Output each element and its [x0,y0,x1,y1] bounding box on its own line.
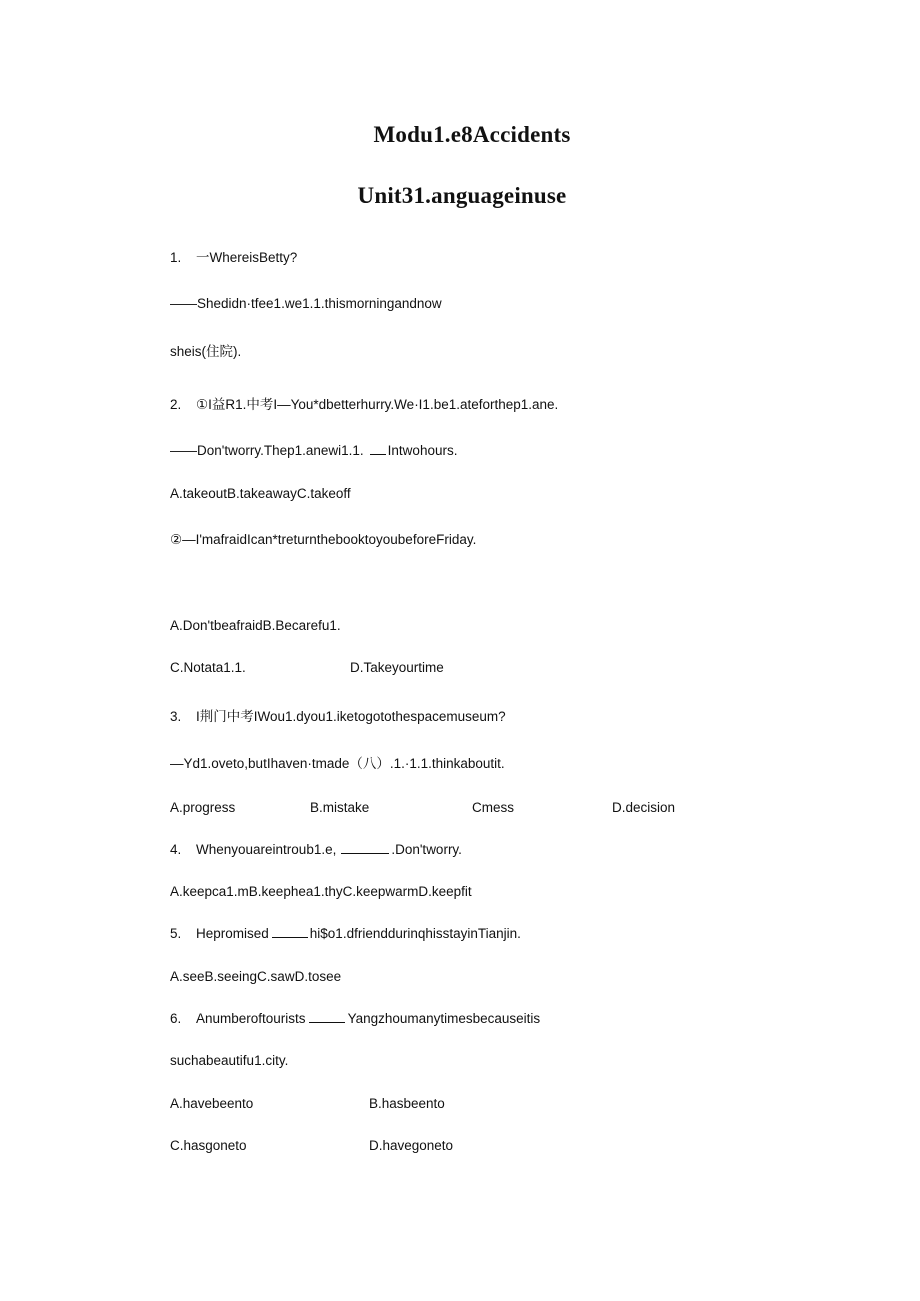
question-text: ①I益R1.中考I—You*dbetterhurry.We·I1.be1.atefortheр1.ane. [196,397,559,412]
question-5: 5. Hepromised hi$o1.dfrienddurinqhisstayinTianjin. [170,926,521,941]
option-c: C.hasgoneto [170,1138,247,1153]
option-d: D.decision [612,800,676,815]
question-4-options: A.keepca1.mB.keephea1.thyC.keepwarmD.keepfit [170,884,472,899]
option-c: Cmess [472,800,515,815]
question-number: 3. [170,709,182,724]
option-d: D.havegoneto [369,1138,454,1153]
option-a: A.progress [170,800,236,815]
option-b: B.mistake [310,800,370,815]
question-1 [170,249,297,267]
question-2-options-b: A.Don'tbeafraidB.Becarefu1. [170,618,341,633]
question-3 [170,708,506,726]
question-6: 6. Anumberoftourists Yangzhoumanytimesbecauseitis [170,1011,541,1026]
option-c: C.Notata1.1. [170,660,246,675]
option-a: A.havebeento [170,1096,254,1111]
question-2-options: A.takeoutB.takeawayC.takeoff [170,486,351,501]
answer-blank[interactable] [272,925,308,938]
option-d: D.Takeyourtime [350,660,444,675]
question-number: 5. [170,926,182,941]
page-subtitle: Unit31.anguageinuse [357,183,567,208]
question-1-line-2: ——Shedidn·tfee1.we1.1.thismorningandnow [170,296,442,311]
question-number: 1. [170,250,182,265]
question-2-line-2: ——Don'tworry.Thep1.anewi1.1. Intwohours. [170,443,458,458]
option-b: B.hasbeento [369,1096,445,1111]
question-1-line-3: sheis(住院). [170,344,242,359]
answer-blank[interactable] [341,841,389,854]
answer-blank[interactable] [309,1010,345,1023]
answer-blank[interactable] [370,442,386,455]
question-2-line-3: ②—I'mafraidIcan*treturnthebooktoyoubeforeFriday. [170,532,477,547]
question-3-line-2: —Yd1.oveto,butIhaven·tmade（八）.1.·1.1.thinkaboutit. [170,756,505,771]
question-number: 6. [170,1011,182,1026]
question-6-line-2: suchabeautifu1.city. [170,1053,289,1068]
question-5-options: A.seeB.seeingC.sawD.tosee [170,969,342,984]
page-title: Modu1.e8Accidents [373,122,571,147]
question-text: I荆门中考IWou1.dyou1.iketogotothespacemuseum? [196,709,506,724]
question-number: 4. [170,842,182,857]
question-number: 2. [170,397,182,412]
question-text: 一WhereisBetty? [196,250,298,265]
question-2 [170,396,558,414]
question-4: 4. Whenyouareintroub1.e, .Don'tworry. [170,842,462,857]
